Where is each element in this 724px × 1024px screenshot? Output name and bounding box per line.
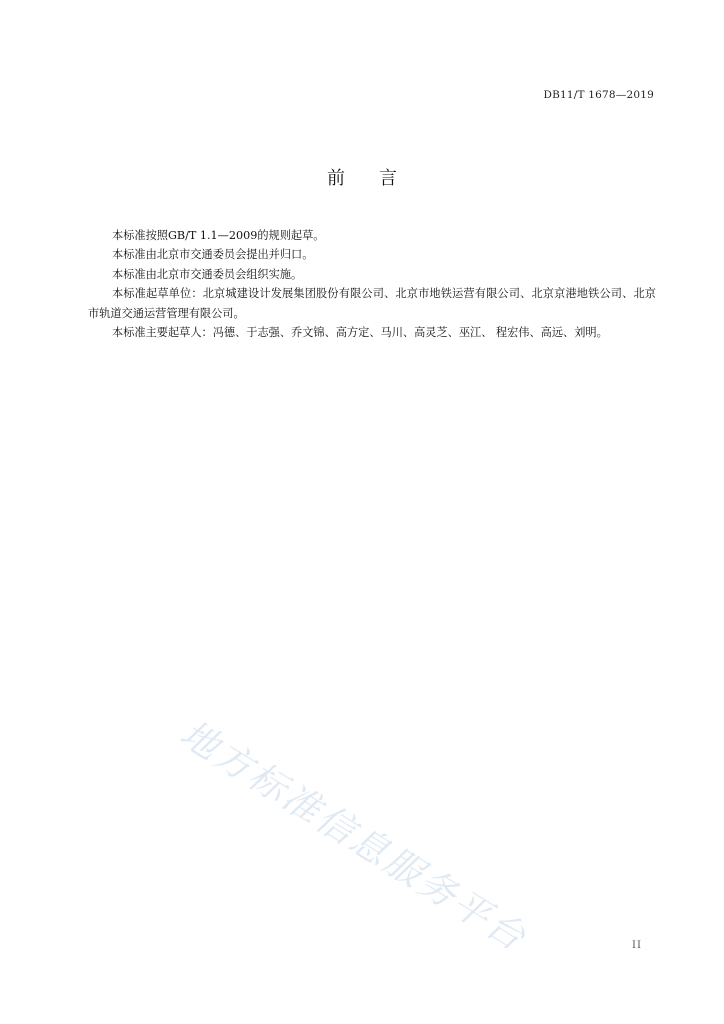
page-number: II bbox=[632, 940, 642, 951]
standard-code-header: DB11/T 1678—2019 bbox=[543, 89, 654, 101]
paragraph-proposer: 本标准由北京市交通委员会提出并归口。 bbox=[112, 248, 314, 262]
paragraph-drafters: 本标准主要起草人：冯德、于志强、乔文锦、高方定、马川、高灵芝、巫江、 程宏伟、高远、刘明。 bbox=[112, 326, 608, 340]
page-title: 前言 bbox=[327, 168, 431, 189]
paragraph-drafting-rules: 本标准按照GB/T 1.1—2009的规则起草。 bbox=[112, 229, 325, 242]
paragraph-implementer: 本标准由北京市交通委员会组织实施。 bbox=[112, 267, 303, 281]
paragraph-drafting-units: 本标准起草单位：北京城建设计发展集团股份有限公司、北京市地铁运营有限公司、北京京港地铁公司、北京市轨道交通运营管理有限公司。 bbox=[88, 287, 656, 320]
preface-body bbox=[88, 226, 656, 342]
watermark-text: 地方标准信息服务平台 bbox=[172, 711, 535, 961]
